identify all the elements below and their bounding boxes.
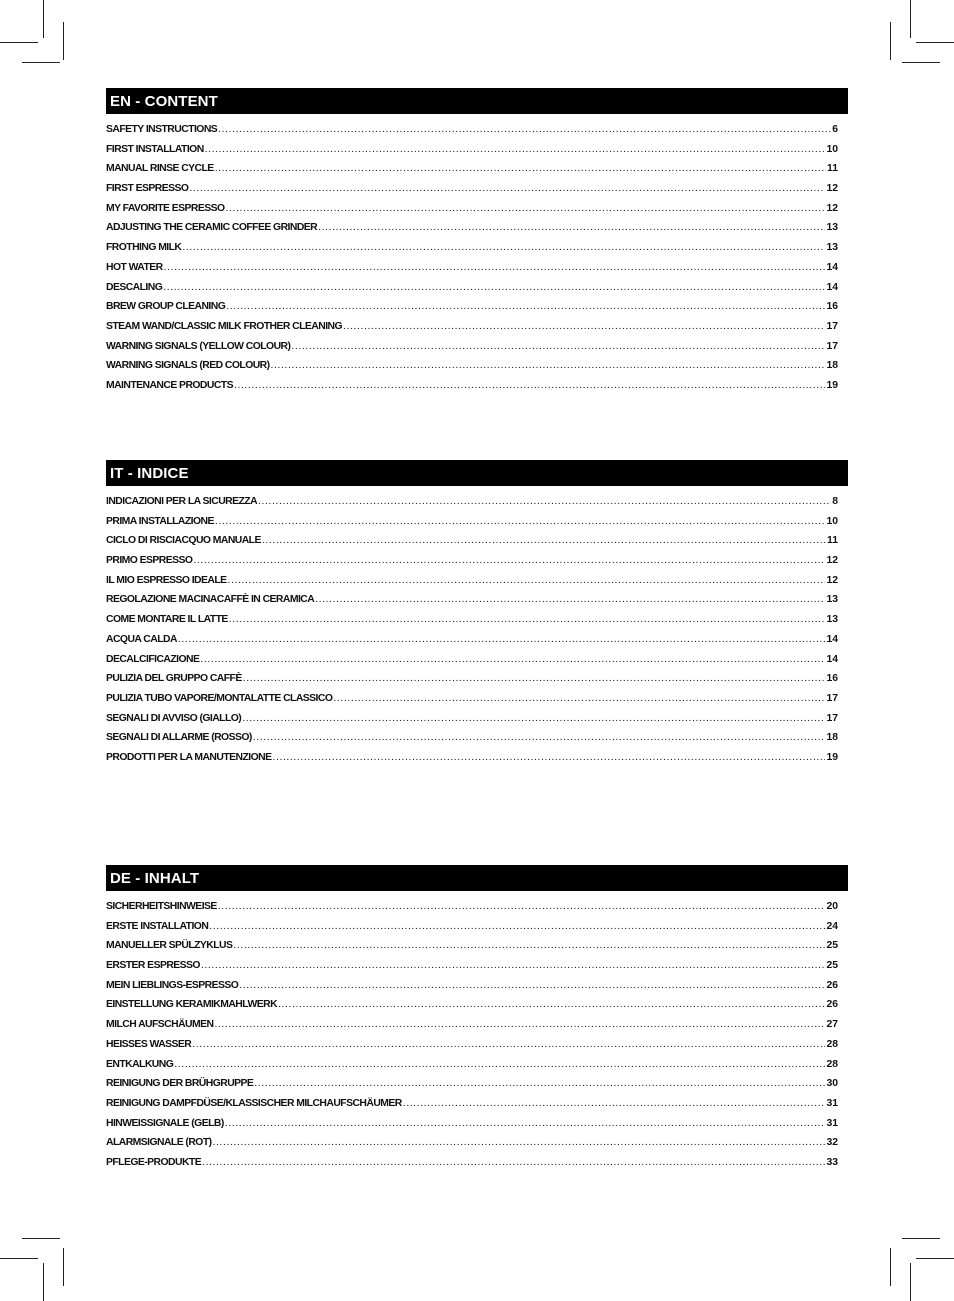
toc-entry-title: FIRST INSTALLATION	[106, 143, 204, 155]
toc-entry-title: SEGNALI DI AVVISO (GIALLO)	[106, 712, 242, 724]
toc-entry-title: MAINTENANCE PRODUCTS	[106, 379, 233, 391]
toc-entry[interactable]	[106, 752, 848, 772]
toc-entry-page: 14	[826, 261, 838, 273]
dot-leader	[218, 901, 826, 912]
toc-entry[interactable]	[106, 960, 848, 980]
toc-entry[interactable]	[106, 301, 848, 321]
toc-entry-page: 10	[826, 143, 838, 155]
crop-mark	[902, 1238, 940, 1239]
dot-leader	[272, 752, 825, 763]
toc-entry-title: FIRST ESPRESSO	[106, 183, 189, 195]
toc-entry-title: PRODOTTI PER LA MANUTENZIONE	[106, 751, 272, 763]
dot-leader	[254, 1078, 825, 1089]
toc-entry-page: 16	[826, 301, 838, 313]
toc-entry-title: ERSTE INSTALLATION	[106, 920, 209, 932]
toc-entry-title: CICLO DI RISCIACQUO MANUALE	[106, 535, 261, 547]
dot-leader	[228, 575, 826, 586]
toc-entry-page: 30	[826, 1078, 838, 1090]
toc-entry-title: IL MIO ESPRESSO IDEALE	[106, 574, 227, 586]
toc-entry-title: COME MONTARE IL LATTE	[106, 614, 228, 626]
toc-entry-title: WARNING SIGNALS (RED COLOUR)	[106, 360, 270, 372]
toc-entry-title: REGOLAZIONE MACINACAFFÈ IN CERAMICA	[106, 594, 315, 606]
toc-entry-page: 14	[826, 281, 838, 293]
toc-entry-title: DECALCIFICAZIONE	[106, 653, 200, 665]
crop-mark	[902, 62, 940, 63]
toc-entry-title: HINWEISSIGNALE (GELB)	[106, 1117, 224, 1129]
dot-leader	[193, 555, 825, 566]
toc-entry-title: ALARMSIGNALE (ROT)	[106, 1137, 212, 1149]
dot-leader	[343, 321, 825, 332]
crop-mark	[890, 22, 891, 60]
toc-entry-title: MANUAL RINSE CYCLE	[106, 163, 214, 175]
toc-entry[interactable]	[106, 222, 848, 242]
dot-leader	[229, 614, 826, 625]
toc-entry-page: 17	[826, 340, 838, 352]
crop-mark	[916, 1258, 954, 1259]
toc-entry-page: 17	[826, 712, 838, 724]
dot-leader	[333, 693, 825, 704]
toc-entry-title: MEIN LIEBLINGS-ESPRESSO	[106, 979, 239, 991]
toc-entry-title: EINSTELLUNG KERAMIKMAHLWERK	[106, 999, 278, 1011]
toc-entry[interactable]	[106, 999, 848, 1019]
toc-entry[interactable]	[106, 614, 848, 634]
dot-leader	[200, 654, 825, 665]
dot-leader	[192, 1039, 825, 1050]
toc-entry[interactable]	[106, 496, 848, 516]
toc-entry[interactable]	[106, 1137, 848, 1157]
toc-entry-title: PULIZIA DEL GRUPPO CAFFÈ	[106, 673, 242, 685]
toc-entry[interactable]	[106, 555, 848, 575]
toc-entry-page: 17	[826, 692, 838, 704]
toc-entry-page: 31	[826, 1097, 838, 1109]
dot-leader	[315, 594, 825, 605]
toc-entry[interactable]	[106, 242, 848, 262]
toc-list	[106, 124, 848, 400]
toc-entry-page: 18	[826, 360, 838, 372]
toc-entry-title: HEISSES WASSER	[106, 1038, 192, 1050]
toc-entry-page: 17	[826, 320, 838, 332]
toc-entry[interactable]	[106, 380, 848, 400]
dot-leader	[205, 144, 826, 155]
toc-entry[interactable]	[106, 693, 848, 713]
toc-entry[interactable]	[106, 360, 848, 380]
toc-entry[interactable]	[106, 575, 848, 595]
toc-entry-title: SICHERHEITSHINWEISE	[106, 901, 217, 912]
dot-leader	[233, 940, 825, 951]
toc-entry[interactable]	[106, 673, 848, 693]
toc-entry-page: 26	[826, 999, 838, 1011]
toc-entry-page: 28	[826, 1058, 838, 1070]
toc-entry[interactable]	[106, 163, 848, 183]
toc-entry[interactable]	[106, 921, 848, 941]
toc-entry[interactable]	[106, 1118, 848, 1138]
toc-entry-page: 11	[827, 163, 838, 175]
dot-leader	[201, 960, 825, 971]
toc-entry[interactable]	[106, 1157, 848, 1177]
toc-entry[interactable]	[106, 634, 848, 654]
crop-mark	[22, 62, 60, 63]
toc-entry[interactable]	[106, 654, 848, 674]
toc-entry-page: 6	[832, 124, 838, 135]
dot-leader	[178, 634, 826, 645]
dot-leader	[215, 163, 826, 174]
toc-entry-title: HOT WATER	[106, 261, 163, 273]
crop-mark	[43, 1263, 44, 1301]
toc-entry[interactable]	[106, 341, 848, 361]
toc-entry[interactable]	[106, 1059, 848, 1079]
toc-entry-page: 20	[826, 901, 838, 912]
toc-entry-page: 16	[826, 673, 838, 685]
toc-entry-title: PULIZIA TUBO VAPORE/MONTALATTE CLASSICO	[106, 692, 333, 704]
crop-mark	[890, 1248, 891, 1286]
crop-mark	[916, 42, 954, 43]
toc-entry-page: 12	[826, 183, 838, 195]
toc-entry-title: PRIMO ESPRESSO	[106, 555, 193, 567]
dot-leader	[225, 1118, 826, 1129]
dot-leader	[234, 380, 825, 391]
dot-leader	[163, 282, 825, 293]
dot-leader	[164, 262, 826, 273]
toc-entry[interactable]	[106, 1019, 848, 1039]
toc-entry[interactable]	[106, 901, 848, 921]
toc-entry[interactable]	[106, 282, 848, 302]
toc-entry-page: 13	[826, 614, 838, 626]
toc-entry[interactable]	[106, 980, 848, 1000]
toc-list	[106, 901, 848, 1177]
toc-section-de	[106, 865, 848, 1177]
toc-entry-page: 11	[827, 535, 838, 547]
dot-leader	[278, 999, 825, 1010]
toc-entry[interactable]	[106, 535, 848, 555]
toc-entry-title: PFLEGE-PRODUKTE	[106, 1156, 202, 1168]
crop-mark	[63, 1248, 64, 1286]
dot-leader	[226, 203, 826, 214]
toc-entry[interactable]	[106, 183, 848, 203]
toc-entry-title: ENTKALKUNG	[106, 1058, 174, 1070]
section-heading: IT - INDICE	[106, 460, 848, 486]
dot-leader	[226, 301, 825, 312]
toc-entry-title: FROTHING MILK	[106, 242, 182, 254]
dot-leader	[213, 1137, 826, 1148]
toc-entry-page: 18	[826, 732, 838, 744]
crop-mark	[910, 1263, 911, 1301]
toc-entry-page: 25	[826, 960, 838, 972]
dot-leader	[253, 732, 826, 743]
dot-leader	[218, 124, 831, 135]
crop-mark	[0, 42, 38, 43]
dot-leader	[182, 242, 825, 253]
dot-leader	[291, 341, 825, 352]
toc-entry[interactable]	[106, 1098, 848, 1118]
dot-leader	[174, 1059, 825, 1070]
section-heading: DE - INHALT	[106, 865, 848, 891]
crop-mark	[0, 1258, 38, 1259]
toc-entry-page: 27	[826, 1019, 838, 1031]
toc-entry-page: 14	[826, 653, 838, 665]
toc-entry-page: 8	[832, 496, 838, 507]
toc-entry-title: MANUELLER SPÜLZYKLUS	[106, 940, 233, 952]
dot-leader	[189, 183, 825, 194]
toc-section-en	[106, 88, 848, 400]
toc-entry-title: REINIGUNG DER BRÜHGRUPPE	[106, 1078, 254, 1090]
dot-leader	[239, 980, 825, 991]
dot-leader	[202, 1157, 825, 1168]
toc-entry-page: 13	[826, 242, 838, 254]
dot-leader	[214, 1019, 825, 1030]
toc-entry[interactable]	[106, 713, 848, 733]
toc-entry-page: 14	[826, 633, 838, 645]
dot-leader	[271, 360, 826, 371]
dot-leader	[403, 1098, 826, 1109]
toc-entry-page: 10	[826, 515, 838, 527]
crop-mark	[63, 22, 64, 60]
toc-list	[106, 496, 848, 772]
toc-entry-title: ACQUA CALDA	[106, 633, 177, 645]
toc-entry-title: MY FAVORITE ESPRESSO	[106, 202, 225, 214]
crop-mark	[910, 0, 911, 38]
dot-leader	[215, 516, 826, 527]
toc-entry-title: PRIMA INSTALLAZIONE	[106, 515, 214, 527]
toc-entry[interactable]	[106, 594, 848, 614]
dot-leader	[258, 496, 831, 507]
toc-entry-page: 31	[826, 1117, 838, 1129]
toc-entry-title: MILCH AUFSCHÄUMEN	[106, 1019, 214, 1031]
toc-section-it	[106, 460, 848, 772]
toc-entry[interactable]	[106, 732, 848, 752]
toc-entry-title: DESCALING	[106, 281, 163, 293]
toc-entry-title: SAFETY INSTRUCTIONS	[106, 124, 218, 135]
toc-entry[interactable]	[106, 1039, 848, 1059]
toc-entry-page: 33	[826, 1156, 838, 1168]
toc-entry-page: 12	[826, 202, 838, 214]
toc-entry-title: ERSTER ESPRESSO	[106, 960, 200, 972]
crop-mark	[43, 0, 44, 38]
toc-entry[interactable]	[106, 940, 848, 960]
toc-entry-title: INDICAZIONI PER LA SICUREZZA	[106, 496, 258, 507]
toc-entry-page: 24	[826, 920, 838, 932]
section-heading: EN - CONTENT	[106, 88, 848, 114]
toc-entry-page: 28	[826, 1038, 838, 1050]
toc-entry-title: STEAM WAND/CLASSIC MILK FROTHER CLEANING	[106, 320, 343, 332]
toc-entry[interactable]	[106, 1078, 848, 1098]
dot-leader	[242, 713, 825, 724]
toc-entry-page: 12	[826, 574, 838, 586]
toc-entry-title: WARNING SIGNALS (YELLOW COLOUR)	[106, 340, 291, 352]
dot-leader	[262, 535, 826, 546]
toc-entry-title: BREW GROUP CLEANING	[106, 301, 226, 313]
toc-entry-page: 12	[826, 555, 838, 567]
dot-leader	[243, 673, 826, 684]
toc-entry-page: 13	[826, 222, 838, 234]
toc-entry-page: 32	[826, 1137, 838, 1149]
crop-mark	[22, 1238, 60, 1239]
toc-entry[interactable]	[106, 124, 848, 144]
dot-leader	[318, 222, 825, 233]
toc-entry-page: 13	[826, 594, 838, 606]
toc-entry[interactable]	[106, 516, 848, 536]
toc-entry-title: SEGNALI DI ALLARME (ROSSO)	[106, 732, 252, 744]
toc-entry[interactable]	[106, 262, 848, 282]
toc-entry-page: 19	[826, 751, 838, 763]
toc-entry[interactable]	[106, 144, 848, 164]
toc-entry-title: ADJUSTING THE CERAMIC COFFEE GRINDER	[106, 222, 318, 234]
toc-entry[interactable]	[106, 203, 848, 223]
toc-entry[interactable]	[106, 321, 848, 341]
toc-entry-page: 26	[826, 979, 838, 991]
toc-entry-title: REINIGUNG DAMPFDÜSE/KLASSISCHER MILCHAUFSCHÄUMER	[106, 1097, 402, 1109]
toc-entry-page: 25	[826, 940, 838, 952]
toc-entry-page: 19	[826, 379, 838, 391]
dot-leader	[209, 921, 825, 932]
